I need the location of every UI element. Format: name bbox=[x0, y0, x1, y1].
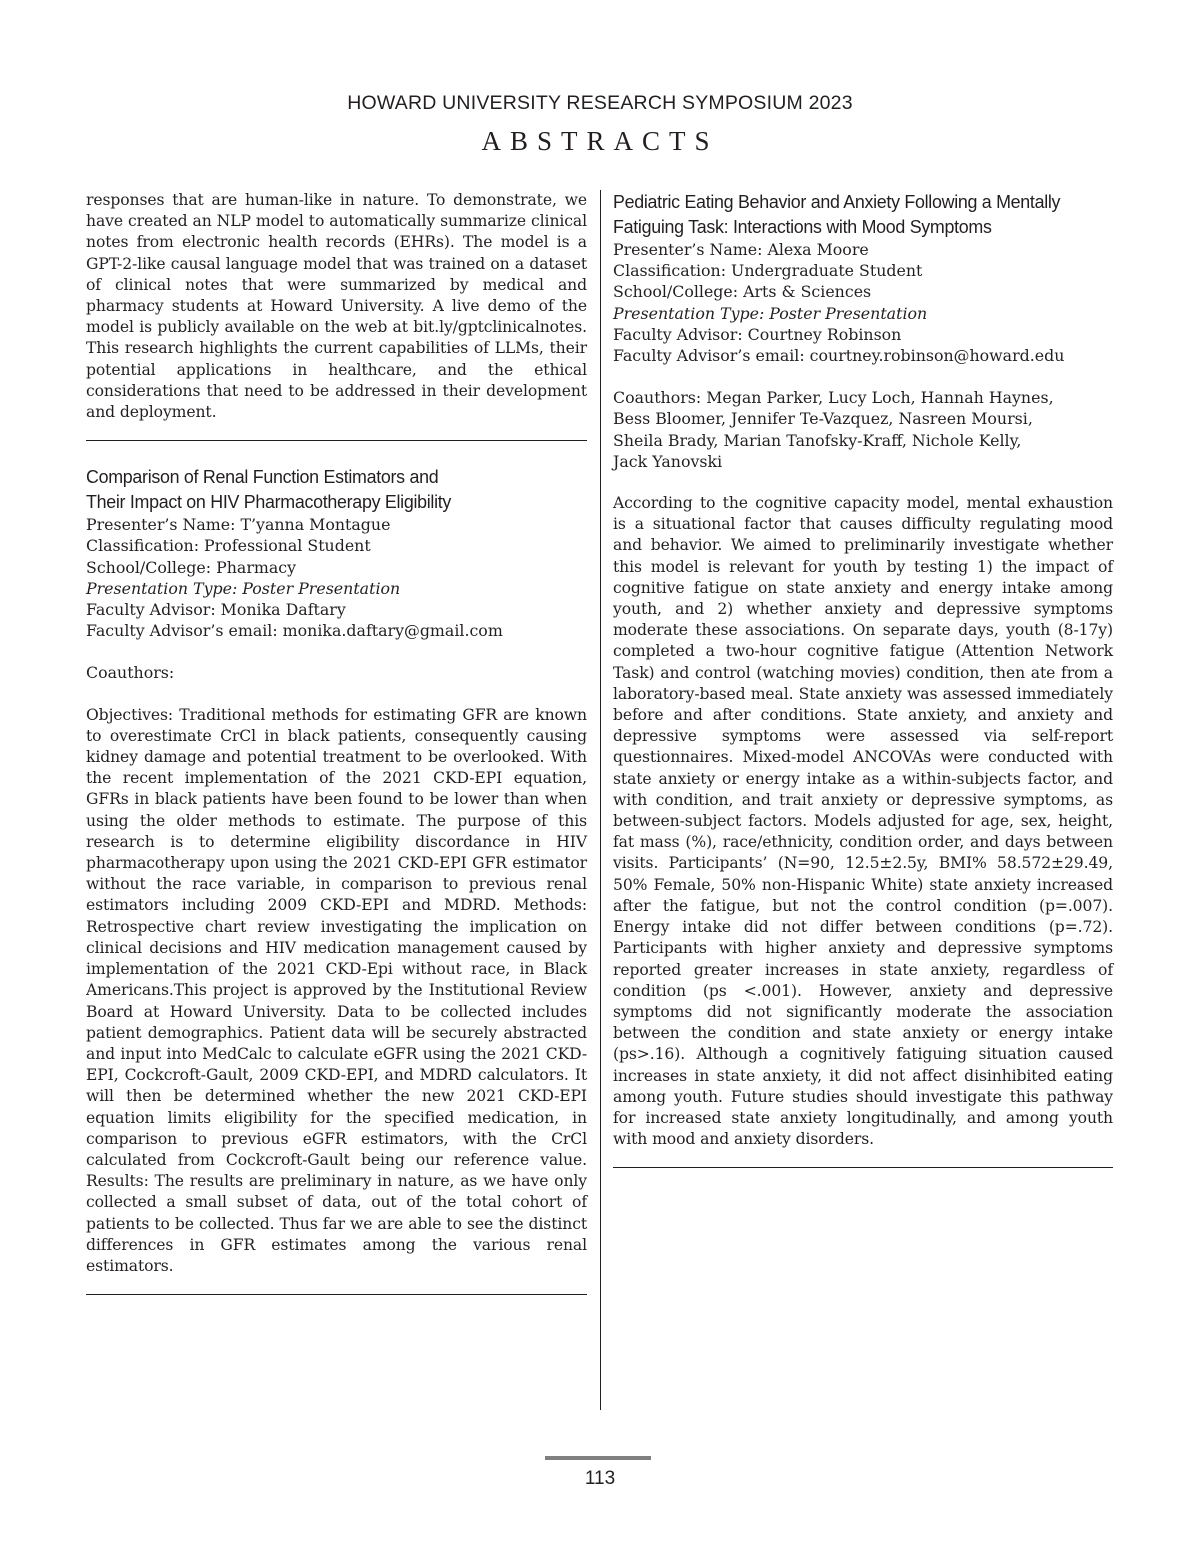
column-divider bbox=[600, 190, 601, 1410]
coauthors: Sheila Brady, Marian Tanofsky-Kraff, Nichole Kelly, bbox=[613, 430, 1022, 450]
faculty-advisor: Faculty Advisor: Courtney Robinson bbox=[613, 324, 902, 344]
abstract-body: According to the cognitive capacity model, mental exhaustion is a situational factor that causes difficulty regulating mood and behavior. We aimed to preliminarily investigate whether this model is relevant for youth by testing 1) the impact of cognitive fatigue on state anxiety and energy intake among youth, and 2) whether anxiety and depressive symptoms moderate these associations. On separate days, youth (8-17y) completed a two-hour cognitive fatigue (Attention Network Task) and control (watching movies) condition, then ate from a laboratory-based meal. State anxiety was assessed immediately before and after conditions. State anxiety, and anxiety and depressive symptoms were assessed via self-report questionnaires. Mixed-model ANCOVAs were conducted with state anxiety or energy intake as a within-subjects factor, and with condition, and trait anxiety or depressive symptoms, as between-subject factors. Models adjusted for age, sex, height, fat mass (%), race/ethnicity, condition order, and days between visits. Participants’ (N=90, 12.5±2.5y, BMI% 58.572±29.49, 50% Female, 50% non-Hispanic White) state anxiety increased after the fatigue, but not the control condition (p=.007). Energy intake did not differ between conditions (p=.72). Participants with higher anxiety and depressive symptoms reported greater increases in state anxiety, regardless of condition (ps <.001). However, anxiety and depressive symptoms did not significantly moderate the association between the condition and state anxiety or energy intake (ps>.16). Although a cognitively fatiguing situation caused increases in state anxiety, it did not affect disinhibited eating among youth. Future studies should investigate this pathway for increased state anxiety longitudinally, and among youth with mood and anxiety disorders. bbox=[613, 494, 1113, 1149]
faculty-advisor-email: Faculty Advisor’s email: monika.daftary@gmail.com bbox=[86, 621, 503, 641]
faculty-advisor-email: Faculty Advisor’s email: courtney.robinson@howard.edu bbox=[613, 346, 1065, 366]
abstract-body: Objectives: Traditional methods for estimating GFR are known to overestimate CrCl in black patients, consequently causing kidney damage and potential treatment to be overlooked. With the recent implementation of the 2021 CKD-EPI equation, GFRs in black patients have been found to be lower than when using the older methods to estimate. The purpose of this research is to determine eligibility discordance in HIV pharmacotherapy upon using the 2021 CKD-EPI GFR estimator without the race variable, in comparison to previous renal estimators including 2009 CKD-EPI and MDRD. Methods: Retrospective chart review investigating the implication on clinical decisions and HIV medication management caused by implementation of the 2021 CKD-Epi without race, in Black Americans.This project is approved by the Institutional Review Board at Howard University. Data to be collected includes patient demographics. Patient data will be securely abstracted and input into MedCalc to calculate eGFR using the 2021 CKD-EPI, Cockcroft-Gault, 2009 CKD-EPI, and MDRD calculators. It will then be determined whether the new 2021 CKD-EPI equation limits eligibility for the specified medication, in comparison to previous eGFR estimators, with the CrCl calculated from Cockcroft-Gault being our reference value. Results: The results are preliminary in nature, as we have only collected a small subset of data, out of the total cohort of patients to be collected. Thus far we are able to see the distinct differences in GFR estimates among the various renal estimators. bbox=[86, 705, 587, 1275]
classification: Classification: Professional Student bbox=[86, 536, 371, 556]
right-column bbox=[613, 190, 1113, 1168]
abstract-divider bbox=[86, 1294, 587, 1295]
coauthors: Coauthors: Megan Parker, Lucy Loch, Hannah Haynes, bbox=[613, 388, 1054, 408]
abstract-title: Their Impact on HIV Pharmacotherapy Eligibility bbox=[86, 490, 452, 512]
page-number: 113 bbox=[584, 1468, 616, 1489]
symposium-header: HOWARD UNIVERSITY RESEARCH SYMPOSIUM 2023 bbox=[347, 92, 853, 114]
abstract-title: Comparison of Renal Function Estimators and bbox=[86, 466, 439, 488]
presenter-name: Presenter’s Name: Alexa Moore bbox=[613, 240, 869, 259]
abstract-divider bbox=[613, 1167, 1113, 1168]
presenter-name: Presenter’s Name: T’yanna Montague bbox=[86, 515, 391, 535]
continued-abstract-text: responses that are human-like in nature. To demonstrate, we have created an NLP model to automatically summarize clinical notes from electronic health records (EHRs). The model is a GPT-2-like causal language model that was trained on a dataset of clinical notes that were summarized by medical and pharmacy students at Howard University. A live demo of the model is publicly available on the web at bit.ly/gptclinicalnotes. This research highlights the current capabilities of LLMs, their potential applications in healthcare, and the ethical considerations that need to be addressed in their development and deployment. bbox=[86, 191, 587, 422]
abstract-renal-function bbox=[86, 465, 587, 1295]
section-title: ABSTRACTS bbox=[481, 126, 719, 156]
abstract-pediatric-eating bbox=[613, 190, 1113, 1168]
coauthors: Bess Bloomer, Jennifer Te-Vazquez, Nasreen Moursi, bbox=[613, 409, 1033, 429]
school-college: School/College: Arts & Sciences bbox=[613, 282, 872, 302]
abstract-title: Pediatric Eating Behavior and Anxiety Following a Mentally bbox=[613, 191, 1061, 212]
presentation-type: Presentation Type: Poster Presentation bbox=[86, 578, 401, 598]
faculty-advisor: Faculty Advisor: Monika Daftary bbox=[86, 600, 346, 620]
left-column bbox=[86, 190, 587, 1295]
page-number-bar bbox=[545, 1456, 651, 1460]
abstract-title: Fatiguing Task: Interactions with Mood Symptoms bbox=[613, 215, 992, 237]
presentation-type: Presentation Type: Poster Presentation bbox=[613, 303, 928, 323]
coauthors: Coauthors: bbox=[86, 663, 175, 683]
school-college: School/College: Pharmacy bbox=[86, 557, 297, 577]
coauthors: Jack Yanovski bbox=[613, 451, 723, 471]
classification: Classification: Undergraduate Student bbox=[613, 261, 923, 281]
